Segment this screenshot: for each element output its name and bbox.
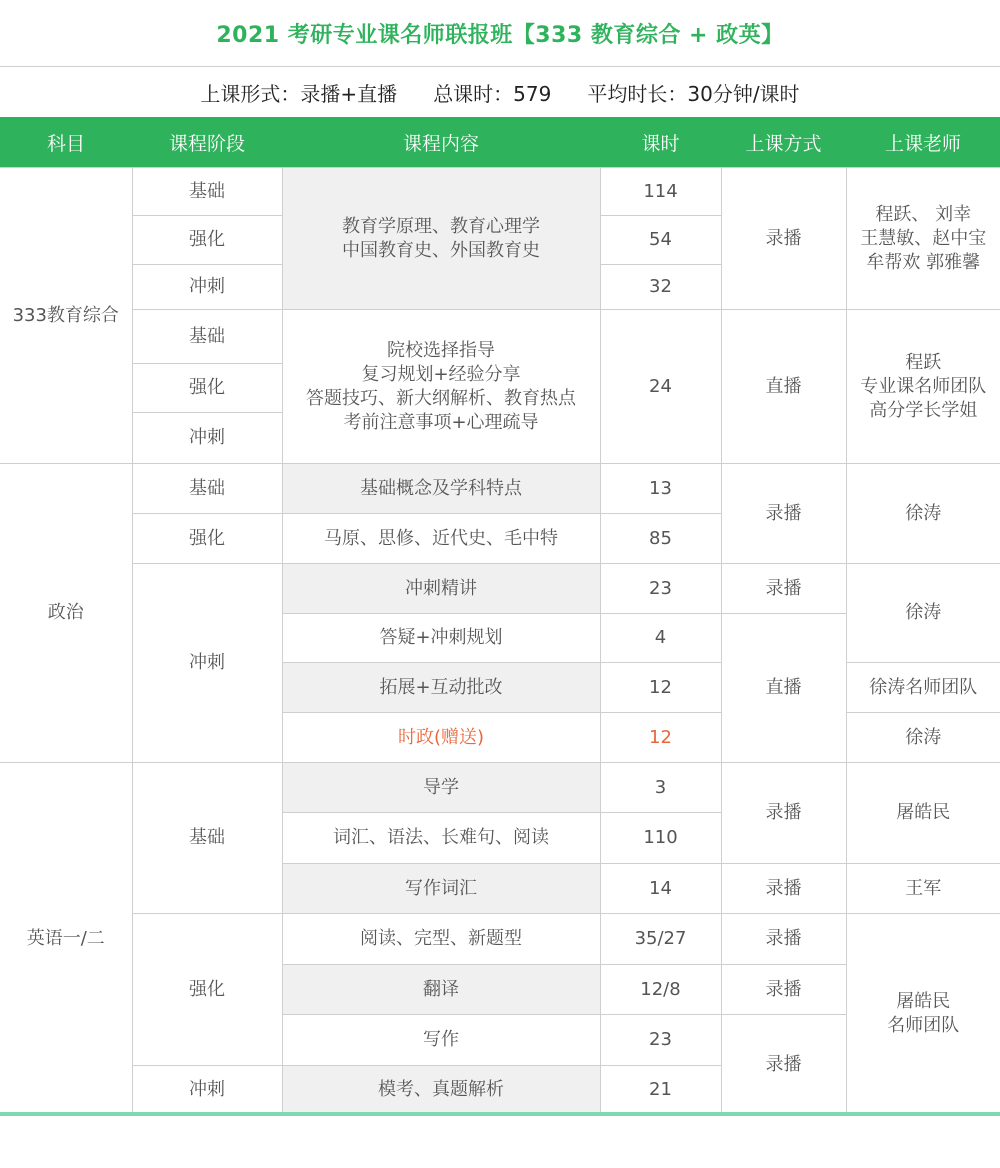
teacher-line: 程跃、 刘幸 — [875, 203, 972, 225]
hours-cell: 35/27 — [600, 914, 721, 965]
content-cell: 答疑+冲刺规划 — [282, 614, 600, 663]
stage-cell: 基础 — [132, 310, 282, 364]
stage-cell: 冲刺 — [132, 413, 282, 464]
content-cell: 拓展+互动批改 — [282, 663, 600, 713]
hours-cell: 14 — [600, 864, 721, 914]
content-cell: 写作词汇 — [282, 864, 600, 914]
stage-cell: 冲刺 — [132, 265, 282, 310]
method-cell: 录播 — [721, 864, 846, 914]
subject-cell: 政治 — [0, 464, 132, 763]
teacher-cell — [846, 168, 1000, 310]
header-stage: 课程阶段 — [132, 117, 282, 168]
hours-cell: 21 — [600, 1066, 721, 1115]
hours-cell: 12/8 — [600, 965, 721, 1015]
subject-cell: 英语一/二 — [0, 763, 132, 1115]
teacher-cell: 徐涛 — [846, 464, 1000, 564]
course-table — [0, 117, 1000, 1115]
teacher-line: 高分学长学姐 — [869, 399, 978, 421]
method-cell: 录播 — [721, 564, 846, 614]
method-cell: 录播 — [721, 168, 846, 310]
table-row — [0, 168, 1000, 216]
hours-cell: 54 — [600, 216, 721, 265]
method-cell: 录播 — [721, 914, 846, 965]
teacher-line: 王慧敏、赵中宝 — [860, 227, 987, 249]
header-content: 课程内容 — [282, 117, 600, 168]
hours-cell: 114 — [600, 168, 721, 216]
stage-cell: 强化 — [132, 216, 282, 265]
hours-cell: 24 — [600, 310, 721, 464]
content-line: 考前注意事项+心理疏导 — [343, 411, 539, 433]
content-line: 复习规划+经验分享 — [361, 363, 521, 385]
table-row — [0, 564, 1000, 614]
method-cell: 直播 — [721, 310, 846, 464]
content-cell-bonus: 时政(赠送) — [282, 713, 600, 763]
subject-cell: 333教育综合 — [0, 168, 132, 464]
teacher-cell — [846, 914, 1000, 1115]
content-cell: 模考、真题解析 — [282, 1066, 600, 1115]
stage-cell: 基础 — [132, 464, 282, 514]
stage-cell: 基础 — [132, 763, 282, 914]
table-row — [0, 763, 1000, 813]
hours-cell: 12 — [600, 663, 721, 713]
teacher-cell: 徐涛 — [846, 713, 1000, 763]
stage-cell: 基础 — [132, 168, 282, 216]
header-method: 上课方式 — [721, 117, 846, 168]
teacher-line: 程跃 — [905, 351, 942, 373]
stage-cell: 强化 — [132, 914, 282, 1066]
content-cell: 冲刺精讲 — [282, 564, 600, 614]
stage-cell: 强化 — [132, 364, 282, 413]
teacher-cell — [846, 310, 1000, 464]
table-header-row — [0, 117, 1000, 168]
content-cell: 马原、思修、近代史、毛中特 — [282, 514, 600, 564]
content-line: 中国教育史、外国教育史 — [342, 239, 540, 261]
content-cell: 基础概念及学科特点 — [282, 464, 600, 514]
method-cell: 录播 — [721, 464, 846, 564]
content-line: 教育学原理、教育心理学 — [342, 215, 540, 237]
meta-format: 上课形式：录播+直播 — [200, 81, 398, 106]
table-row — [0, 310, 1000, 364]
hours-cell: 3 — [600, 763, 721, 813]
teacher-line: 专业课名师团队 — [860, 375, 987, 397]
method-cell: 录播 — [721, 965, 846, 1015]
bottom-divider — [0, 1112, 1000, 1116]
hours-cell: 23 — [600, 1015, 721, 1066]
content-cell — [282, 168, 600, 310]
content-cell: 阅读、完型、新题型 — [282, 914, 600, 965]
hours-cell: 4 — [600, 614, 721, 663]
method-cell: 录播 — [721, 763, 846, 864]
header-teacher: 上课老师 — [846, 117, 1000, 168]
content-cell: 翻译 — [282, 965, 600, 1015]
table-row — [0, 914, 1000, 965]
hours-cell: 85 — [600, 514, 721, 564]
stage-cell: 冲刺 — [132, 1066, 282, 1115]
content-cell: 词汇、语法、长难句、阅读 — [282, 813, 600, 864]
hours-cell: 110 — [600, 813, 721, 864]
hours-cell-bonus: 12 — [600, 713, 721, 763]
hours-cell: 32 — [600, 265, 721, 310]
teacher-cell: 王军 — [846, 864, 1000, 914]
content-cell: 导学 — [282, 763, 600, 813]
content-line: 院校选择指导 — [387, 339, 495, 361]
table-row — [0, 464, 1000, 514]
course-meta — [0, 67, 1000, 117]
page-title: 2021 考研专业课名师联报班【333 教育综合 + 政英】 — [216, 22, 784, 48]
hours-cell: 23 — [600, 564, 721, 614]
header-hours: 课时 — [600, 117, 721, 168]
content-cell: 写作 — [282, 1015, 600, 1066]
header-subject: 科目 — [0, 117, 132, 168]
teacher-cell: 屠皓民 — [846, 763, 1000, 864]
stage-cell: 冲刺 — [132, 564, 282, 763]
method-cell: 直播 — [721, 614, 846, 763]
hours-cell: 13 — [600, 464, 721, 514]
method-cell: 录播 — [721, 1015, 846, 1115]
content-cell — [282, 310, 600, 464]
teacher-line: 名师团队 — [887, 1015, 960, 1036]
stage-cell: 强化 — [132, 514, 282, 564]
teacher-cell: 徐涛名师团队 — [846, 663, 1000, 713]
teacher-line: 牟帮欢 郭雅馨 — [866, 251, 981, 273]
meta-total-hours: 总课时：579 — [433, 81, 552, 106]
meta-avg-length: 平均时长：30分钟/课时 — [587, 81, 800, 106]
teacher-cell: 徐涛 — [846, 564, 1000, 663]
teacher-line: 屠皓民 — [896, 991, 951, 1012]
content-line: 答题技巧、新大纲解析、教育热点 — [306, 387, 576, 409]
